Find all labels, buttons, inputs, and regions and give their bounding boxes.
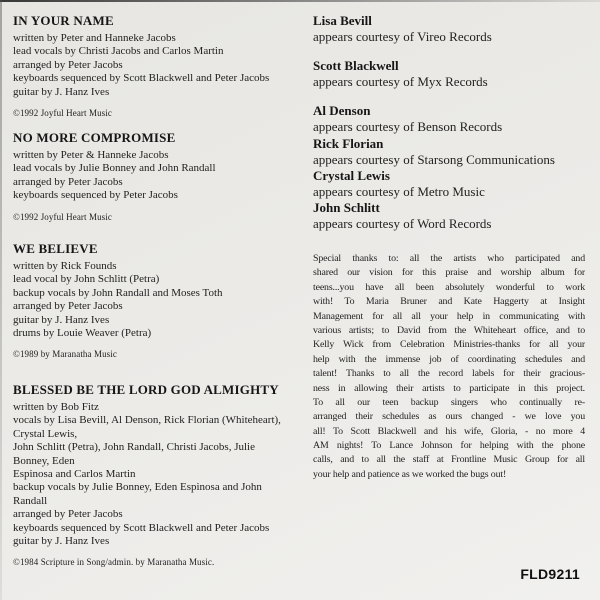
artist-credit-scott-blackwell xyxy=(313,58,585,90)
artist-name: Lisa Bevill xyxy=(313,13,372,28)
artist-courtesy-line: appears courtesy of Word Records xyxy=(313,216,492,231)
credit-line: keyboards sequenced by Peter Jacobs xyxy=(13,189,178,202)
song-title: NO MORE COMPROMISE xyxy=(13,130,176,145)
credit-line: backup vocals by John Randall and Moses Toth xyxy=(13,286,223,299)
artist-credit-al-denson xyxy=(313,103,585,135)
special-thanks-line: all! To Scott Blackwell and his wife, Gloria, - no more 4 xyxy=(313,425,585,437)
artist-credit-john-schlitt xyxy=(313,200,585,232)
artist-credit-lisa-bevill xyxy=(313,13,585,45)
special-thanks-line: AM nights! To Lance Johnson for helping with the phone xyxy=(313,440,585,452)
artist-courtesy-line: appears courtesy of Metro Music xyxy=(313,184,485,199)
credit-line: John Schlitt (Petra), John Randall, Christi Jacobs, Julie xyxy=(13,441,255,454)
song-section-blessed-be-the-lord xyxy=(13,382,302,567)
song-title: IN YOUR NAME xyxy=(13,13,114,28)
special-thanks-line: To all our teen backup singers who continually re- xyxy=(313,396,585,408)
credit-line: lead vocal by John Schlitt (Petra) xyxy=(13,273,160,286)
special-thanks-line: various artists; to David from the Whiteheart office, and to xyxy=(313,324,585,336)
scan-edge-top xyxy=(0,0,600,2)
credit-line: arranged by Peter Jacobs xyxy=(13,300,123,313)
special-thanks-paragraph xyxy=(313,252,585,482)
credit-line: arranged by Peter Jacobs xyxy=(13,58,123,71)
credit-line: guitar by J. Hanz Ives xyxy=(13,313,110,326)
credit-line: Randall xyxy=(13,494,48,507)
artist-credit-crystal-lewis xyxy=(313,168,585,200)
special-thanks-line: ness in allowing their artists to participate in this project. xyxy=(313,382,585,394)
credit-line: lead vocals by Julie Bonney and John Randall xyxy=(13,162,216,175)
credit-line: keyboards sequenced by Scott Blackwell and Peter Jacobs xyxy=(13,521,270,534)
copyright-line: ©1984 Scripture in Song/admin. by Maranatha Music. xyxy=(13,557,215,568)
artist-courtesy-line: appears courtesy of Vireo Records xyxy=(313,29,492,44)
special-thanks-line: shared our vision for this praise and worship album for xyxy=(313,267,585,279)
song-credit-lines xyxy=(13,149,302,203)
song-section-we-believe xyxy=(13,241,302,359)
artist-courtesy-line: appears courtesy of Benson Records xyxy=(313,119,503,134)
song-title: BLESSED BE THE LORD GOD ALMIGHTY xyxy=(13,382,279,397)
special-thanks-line: Kelly Wick from Celebration Ministries-thanks for all your xyxy=(313,339,585,351)
credit-line: Bonney, Eden xyxy=(13,454,75,467)
artist-credit-rick-florian xyxy=(313,136,585,168)
artist-courtesy-line: appears courtesy of Starsong Communications xyxy=(313,152,555,167)
scan-edge-left xyxy=(0,0,2,600)
special-thanks-line: arranged their schedules as ours changed - we love you xyxy=(313,411,585,423)
credit-line: guitar by J. Hanz Ives xyxy=(13,85,110,98)
song-credit-lines xyxy=(13,32,302,99)
credit-line: written by Bob Fitz xyxy=(13,401,99,413)
song-credit-lines xyxy=(13,260,302,340)
credit-line: guitar by J. Hanz Ives xyxy=(13,535,110,548)
copyright-line: ©1992 Joyful Heart Music xyxy=(13,108,112,119)
credit-line: Espinosa and Carlos Martin xyxy=(13,468,136,481)
credit-line: arranged by Peter Jacobs xyxy=(13,175,123,188)
artist-name: Rick Florian xyxy=(313,136,384,151)
artist-name: Al Denson xyxy=(313,103,371,118)
song-section-no-more-compromise xyxy=(13,130,302,222)
special-thanks-line: Special thanks to: all the artists who participated and xyxy=(313,253,585,264)
credit-line: drums by Louie Weaver (Petra) xyxy=(13,327,152,340)
special-thanks-line: Management for all all your help in communicating with xyxy=(313,310,585,322)
special-thanks-line: calls, and to all the staff at Frontline Music Group for all xyxy=(313,454,585,466)
special-thanks-line: talent! Thanks to all the record labels for their gracious- xyxy=(313,368,585,380)
song-credit-lines xyxy=(13,401,302,548)
special-thanks-line: with! To Maria Bruner and Kate Haggerty at Insight xyxy=(313,296,585,308)
credit-line: backup vocals by Julie Bonney, Eden Espinosa and John xyxy=(13,481,262,494)
artist-name: Crystal Lewis xyxy=(313,168,390,183)
credit-line: Crystal Lewis, xyxy=(13,427,78,440)
artist-name: John Schlitt xyxy=(313,200,380,215)
credit-line: arranged by Peter Jacobs xyxy=(13,508,123,521)
special-thanks-line: help with the immense job of coordinating schedules and xyxy=(313,353,585,365)
copyright-line: ©1992 Joyful Heart Music xyxy=(13,211,112,222)
credit-line: keyboards sequenced by Scott Blackwell and Peter Jacobs xyxy=(13,72,270,85)
song-section-in-your-name xyxy=(13,13,302,118)
special-thanks-line: teens...you have all been absolutely wonderful to work xyxy=(313,281,585,293)
credit-line: written by Rick Founds xyxy=(13,260,117,272)
catalog-number: FLD9211 xyxy=(520,566,580,582)
credit-line: lead vocals by Christi Jacobs and Carlos Martin xyxy=(13,45,224,58)
credit-line: vocals by Lisa Bevill, Al Denson, Rick Florian (Whiteheart), xyxy=(13,414,281,427)
artist-name: Scott Blackwell xyxy=(313,58,399,73)
copyright-line: ©1989 by Maranatha Music xyxy=(13,349,117,360)
credit-line: written by Peter and Hanneke Jacobs xyxy=(13,32,176,44)
artist-courtesy-line: appears courtesy of Myx Records xyxy=(313,74,488,89)
credit-line: written by Peter & Hanneke Jacobs xyxy=(13,149,169,161)
song-title: WE BELIEVE xyxy=(13,241,98,256)
special-thanks-line: your help and patience as we worked the bugs out! xyxy=(313,468,507,480)
